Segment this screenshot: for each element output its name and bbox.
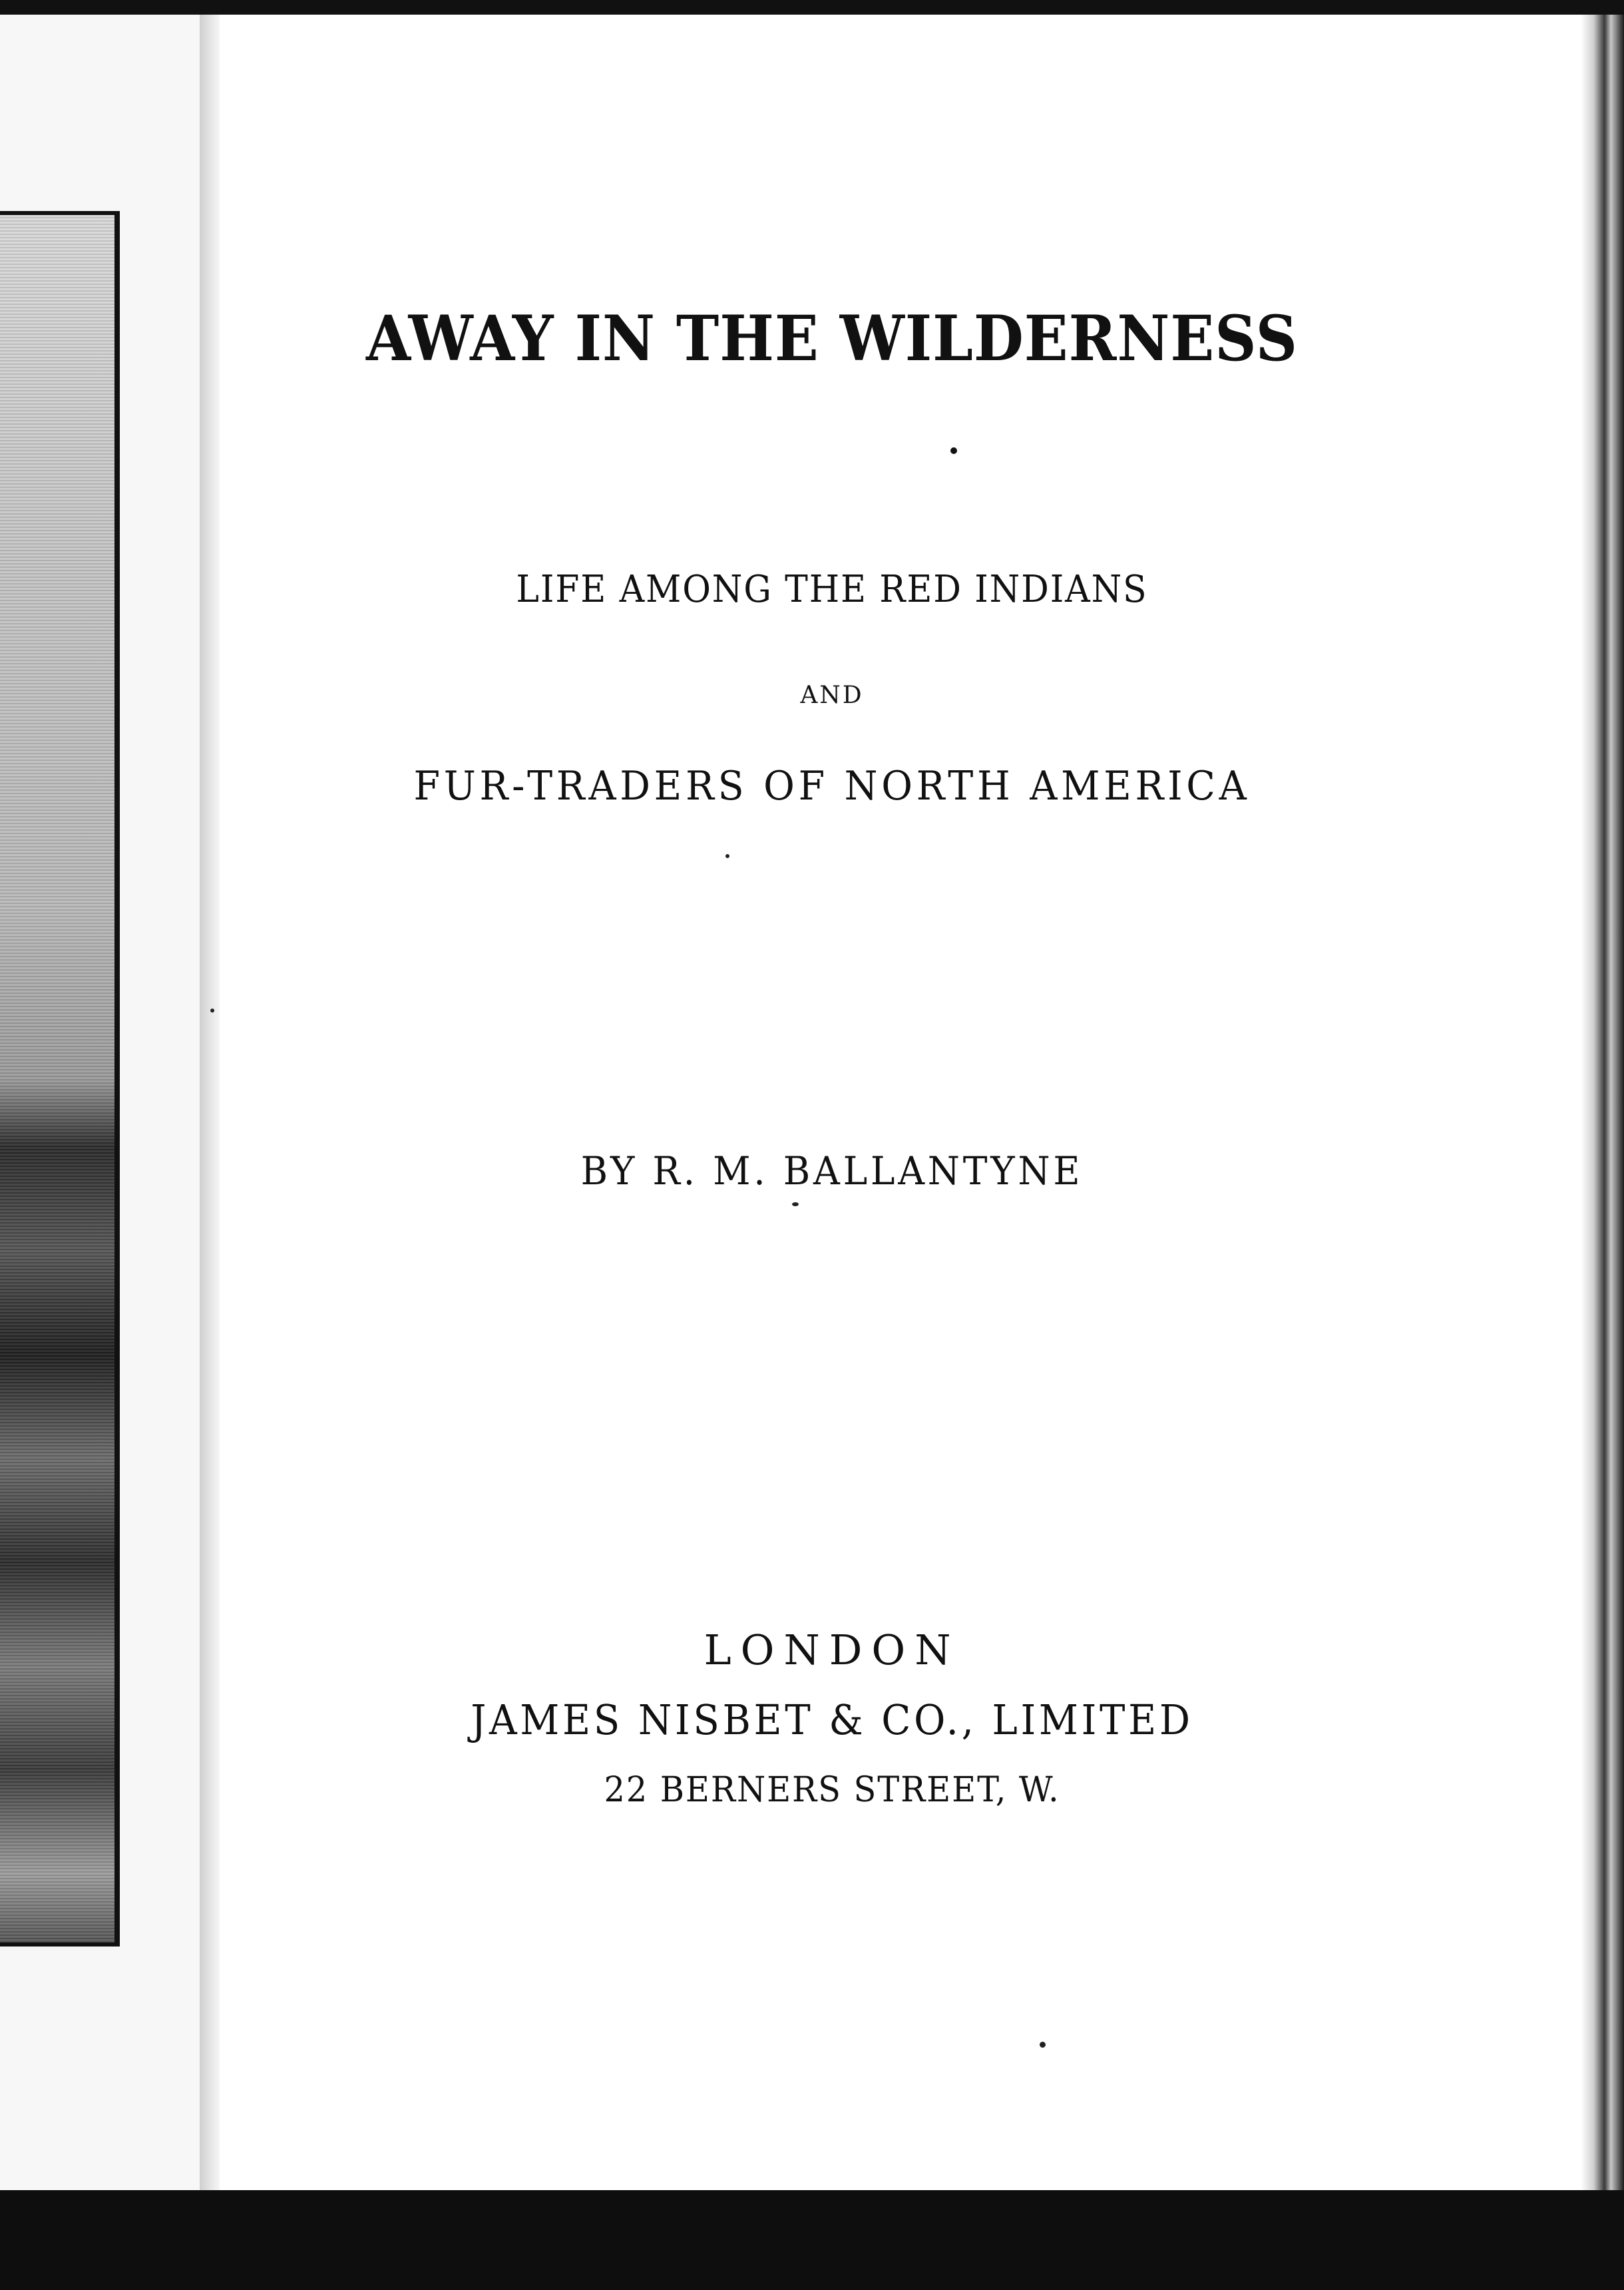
engraving-texture bbox=[0, 215, 114, 1943]
subtitle-conjunction: AND bbox=[800, 682, 864, 709]
scan-bottom-edge bbox=[0, 2190, 1624, 2290]
frontispiece-illustration bbox=[0, 211, 120, 1946]
print-speck bbox=[725, 854, 729, 858]
scan-top-edge bbox=[0, 0, 1624, 15]
imprint-publisher: JAMES NISBET & CO., LIMITED bbox=[471, 1696, 1193, 1744]
imprint-city: LONDON bbox=[704, 1626, 960, 1674]
subtitle-line-1: LIFE AMONG THE RED INDIANS bbox=[516, 568, 1148, 611]
page-edge-shadow bbox=[1581, 15, 1624, 2191]
author-byline: BY R. M. BALLANTYNE bbox=[580, 1148, 1084, 1194]
subtitle-line-2: FUR-TRADERS OF NORTH AMERICA bbox=[413, 763, 1251, 809]
title-dot-ornament bbox=[950, 447, 957, 454]
book-title: AWAY IN THE WILDERNESS bbox=[365, 302, 1299, 375]
print-speck bbox=[1040, 2042, 1046, 2048]
imprint-address: 22 BERNERS STREET, W. bbox=[604, 1770, 1060, 1810]
print-speck bbox=[210, 1009, 214, 1013]
print-speck bbox=[792, 1202, 799, 1206]
frontispiece-leaf bbox=[0, 15, 202, 2191]
